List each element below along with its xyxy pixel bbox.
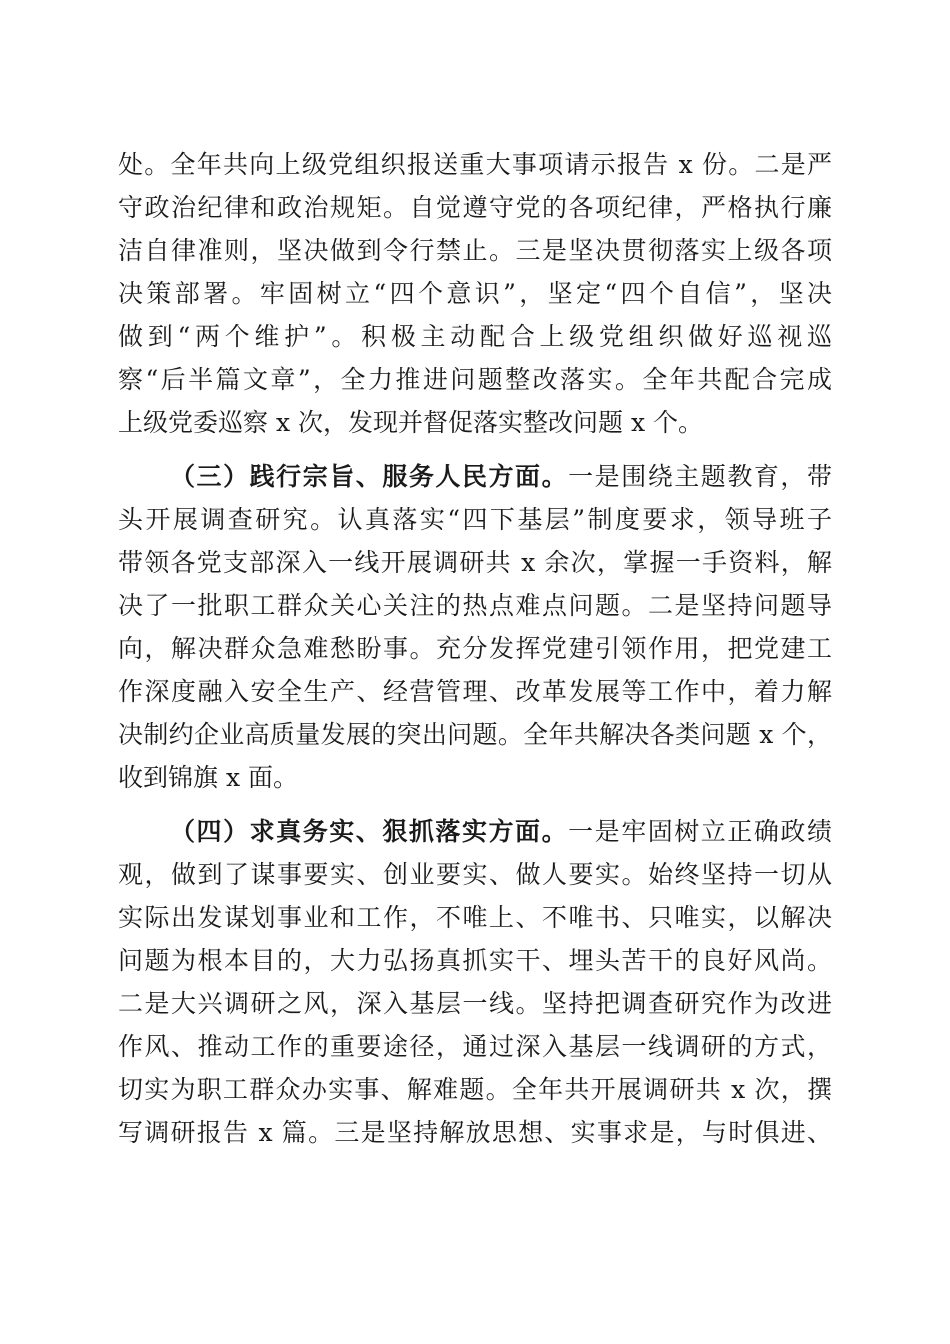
text-line: 收到锦旗 x 面。 [118,763,298,792]
text-line: 处。全年共向上级党组织报送重大事项请示报告 x 份。二是严 [118,150,832,179]
text-line: 观，做到了谋事要实、创业要实、做人要实。始终坚持一切从 [118,860,832,889]
text-line: 做到“两个维护”。积极主动配合上级党组织做好巡视巡 [118,322,832,351]
text-line: 向，解决群众急难愁盼事。充分发挥党建引领作用，把党建工 [118,634,832,663]
text-line: 决制约企业高质量发展的突出问题。全年共解决各类问题 x 个， [118,720,832,749]
text-line: 洁自律准则，坚决做到令行禁止。三是坚决贯彻落实上级各项 [118,236,832,265]
text-line: 带领各党支部深入一线开展调研共 x 余次，掌握一手资料，解 [118,548,832,577]
text-line: 切实为职工群众办实事、解难题。全年共开展调研共 x 次，撰 [118,1075,832,1104]
section-4-first-line [170,812,832,852]
text-line: 决了一批职工群众关心关注的热点难点问题。二是坚持问题导 [118,591,832,620]
text-line: 问题为根本目的，大力弘扬真抓实干、埋头苦干的良好风尚。 [118,946,832,975]
text-line: 作深度融入安全生产、经营管理、改革发展等工作中，着力解 [118,677,832,706]
section-3-heading: （三）践行宗旨、服务人民方面。 [170,462,569,491]
section-3-first-line [170,457,832,497]
text-line: 作风、推动工作的重要途径，通过深入基层一线调研的方式， [118,1032,832,1061]
text-line: 头开展调查研究。认真落实“四下基层”制度要求，领导班子 [118,505,832,534]
text-line: 守政治纪律和政治规矩。自觉遵守党的各项纪律，严格执行廉 [118,193,832,222]
text-line: 实际出发谋划事业和工作，不唯上、不唯书、只唯实，以解决 [118,903,832,932]
text-line: 二是大兴调研之风，深入基层一线。坚持把调查研究作为改进 [118,989,832,1018]
text-line: 写调研报告 x 篇。三是坚持解放思想、实事求是，与时俱进、 [118,1118,832,1147]
section-4-heading: （四）求真务实、狠抓落实方面。 [170,817,569,846]
text-line: 决策部署。牢固树立“四个意识”，坚定“四个自信”，坚决 [118,279,832,308]
section-3-first-line-rest: 一是围绕主题教育，带 [568,462,832,491]
text-line: 察“后半篇文章”，全力推进问题整改落实。全年共配合完成 [118,365,832,394]
text-line: 上级党委巡察 x 次，发现并督促落实整改问题 x 个。 [118,408,703,437]
section-4-first-line-rest: 一是牢固树立正确政绩 [568,817,832,846]
